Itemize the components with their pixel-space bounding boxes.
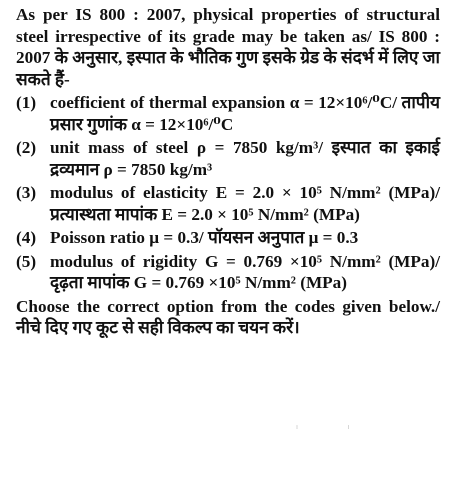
question-instruction: Choose the correct option from the codes given below./ नीचे दिए गए कूट से सही विकल्प का चयन करें।: [16, 296, 440, 337]
list-item: [16, 251, 440, 294]
property-list: [16, 92, 440, 294]
list-item: [16, 92, 440, 135]
item-number: (5): [16, 251, 37, 271]
question-block: [16, 4, 440, 339]
question-intro: As per IS 800 : 2007, physical properties of structural steel irrespective of its grade may be taken as/ IS 800 : 2007 के अनुसार, इस्पात के भौतिक गुण इसके ग्रेड के संदर्भ में लिए जा सकते हैं-: [16, 5, 440, 89]
item-text: modulus of rigidity G = 0.769 ×10⁵ N/mm² (MPa)/ दृढ़ता मापांक G = 0.769 ×10⁵ N/mm² (MPa): [50, 251, 440, 292]
item-text: unit mass of steel ρ = 7850 kg/m³/ इस्पात का इकाई द्रव्यमान ρ = 7850 kg/m³: [50, 138, 440, 179]
list-item: [16, 137, 440, 180]
scan-dots: · · · ·: [296, 424, 374, 432]
list-item: [16, 182, 440, 225]
item-number: (2): [16, 138, 37, 157]
list-item: [16, 227, 440, 249]
item-number: (1): [16, 93, 37, 112]
item-text: modulus of elasticity E = 2.0 × 10⁵ N/mm² (MPa)/ प्रत्यास्थता मापांक E = 2.0 × 10⁵ N/mm² (MPa): [50, 183, 440, 224]
item-text: coefficient of thermal expansion α = 12×10⁶/⁰C/ तापीय प्रसार गुणांक α = 12×10⁶/⁰C: [50, 93, 440, 134]
item-text: Poisson ratio μ = 0.3/ पॉयसन अनुपात μ = 0.3: [50, 228, 359, 247]
item-number: (4): [16, 228, 37, 247]
item-number: (3): [16, 183, 37, 202]
